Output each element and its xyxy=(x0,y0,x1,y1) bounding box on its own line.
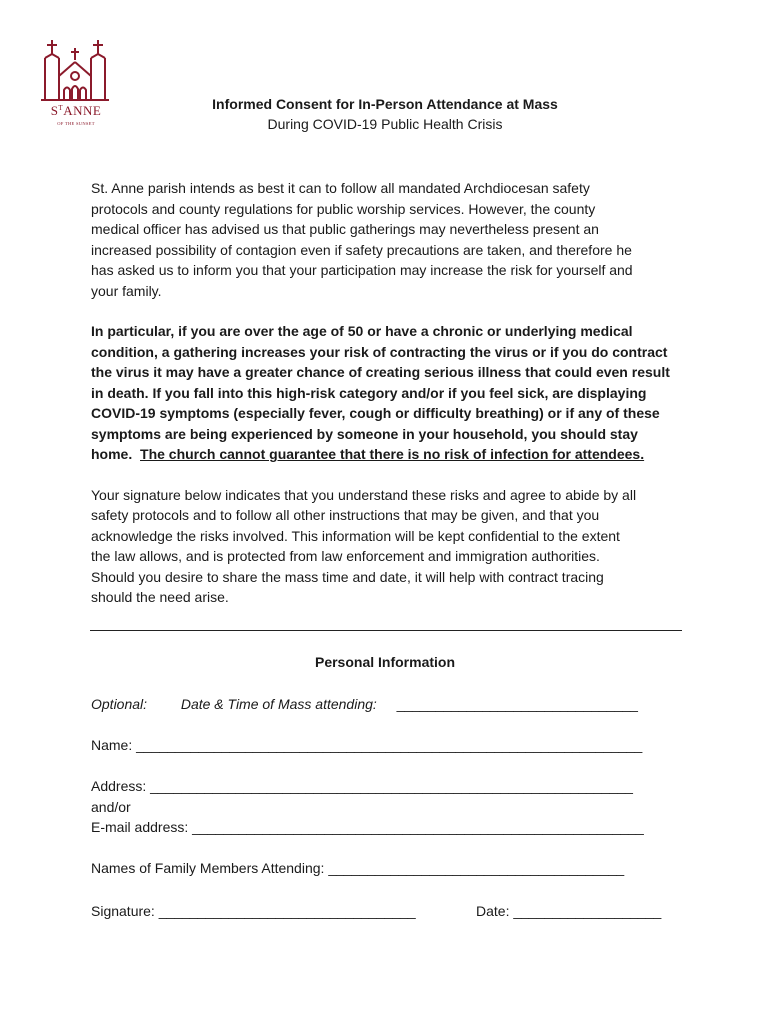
mass-time-label: Date & Time of Mass attending: xyxy=(180,696,377,712)
text-line: has asked us to inform you that your participation may increase the risk for yourself and xyxy=(91,262,633,278)
signature-input[interactable]: _________________________________ xyxy=(158,903,416,919)
date-input[interactable]: ___________________ xyxy=(513,903,662,919)
logo-wordmark: $S^TANNE$ xyxy=(50,103,102,118)
personal-info-heading: Personal Information xyxy=(314,654,456,670)
text-line: the law allows, and is protected from law enforcement and immigration authorities. xyxy=(91,548,600,564)
text-line: increased possibility of contagion even if safety precautions are taken, and therefore he xyxy=(91,241,632,258)
document-title: Informed Consent for In-Person Attendance at Mass xyxy=(212,96,558,112)
text-line: should the need arise. xyxy=(91,589,229,605)
text-line: protocols and county regulations for public worship services. However, the county xyxy=(91,200,596,217)
document-header xyxy=(0,94,770,134)
family-members-field xyxy=(91,860,624,876)
text-line: safety protocols and to follow all other instructions that may be given, and that you xyxy=(91,507,600,523)
name-input[interactable]: _________________________________________________________________ xyxy=(136,737,643,753)
family-members-label: Names of Family Members Attending: xyxy=(91,860,325,876)
text-line: in death. If you fall into this high-risk category and/or if you feel sick, are displaying xyxy=(91,384,647,401)
text-line: Should you desire to share the mass time and date, it will help with contract tracing xyxy=(91,568,604,585)
family-members-input[interactable]: ______________________________________ xyxy=(328,860,625,876)
text-line: Your signature below indicates that you understand these risks and agree to abide by all xyxy=(91,486,637,503)
text-line: your family. xyxy=(91,282,162,299)
text-line: acknowledge the risks involved. This information will be kept confidential to the extent xyxy=(91,527,620,544)
address-input[interactable]: ______________________________________________________________ xyxy=(150,778,633,794)
text-line: the virus it may have a greater chance of creating serious illness that could even result xyxy=(91,364,670,380)
no-guarantee-statement: The church cannot guarantee that there is no risk of infection for attendees. xyxy=(140,446,645,462)
email-label: E-mail address: xyxy=(91,819,189,835)
address-field xyxy=(91,778,633,794)
logo-subtitle: OF THE SUNSET xyxy=(57,121,95,126)
text-line: COVID-19 symptoms (especially fever, cough or difficulty breathing) or if any of these xyxy=(91,405,660,421)
name-label: Name: xyxy=(91,737,133,753)
text-line: condition, a gathering increases your risk of contracting the virus or if you do contract xyxy=(91,343,668,360)
signature-label: Signature: xyxy=(91,903,155,919)
date-label: Date: xyxy=(476,903,510,919)
text-line: medical officer has advised us that public gatherings may nevertheless present an xyxy=(91,221,599,237)
text-line: St. Anne parish intends as best it can to follow all mandated Archdiocesan safety xyxy=(91,180,590,196)
section-divider xyxy=(90,630,682,631)
signature-terms-paragraph xyxy=(91,485,691,608)
name-field xyxy=(91,737,642,753)
email-field xyxy=(91,819,644,835)
andor-text: and/or xyxy=(91,799,131,815)
consent-body xyxy=(91,178,691,608)
date-field xyxy=(476,903,661,919)
mass-time-field xyxy=(91,696,638,712)
email-input[interactable]: __________________________________________________________ xyxy=(192,819,644,835)
mass-time-input[interactable]: _______________________________ xyxy=(396,696,638,712)
address-label: Address: xyxy=(91,778,147,794)
intro-paragraph xyxy=(91,178,691,301)
text-line: In particular, if you are over the age of 50 or have a chronic or underlying medical xyxy=(91,323,633,339)
document-subtitle: During COVID-19 Public Health Crisis xyxy=(267,116,503,132)
optional-label: Optional: xyxy=(91,696,148,712)
risk-warning-paragraph xyxy=(91,321,691,465)
signature-field xyxy=(91,903,416,919)
text-line: symptoms are being experienced by someone in your household, you should stay xyxy=(91,425,638,442)
text-line: home. xyxy=(91,446,141,462)
